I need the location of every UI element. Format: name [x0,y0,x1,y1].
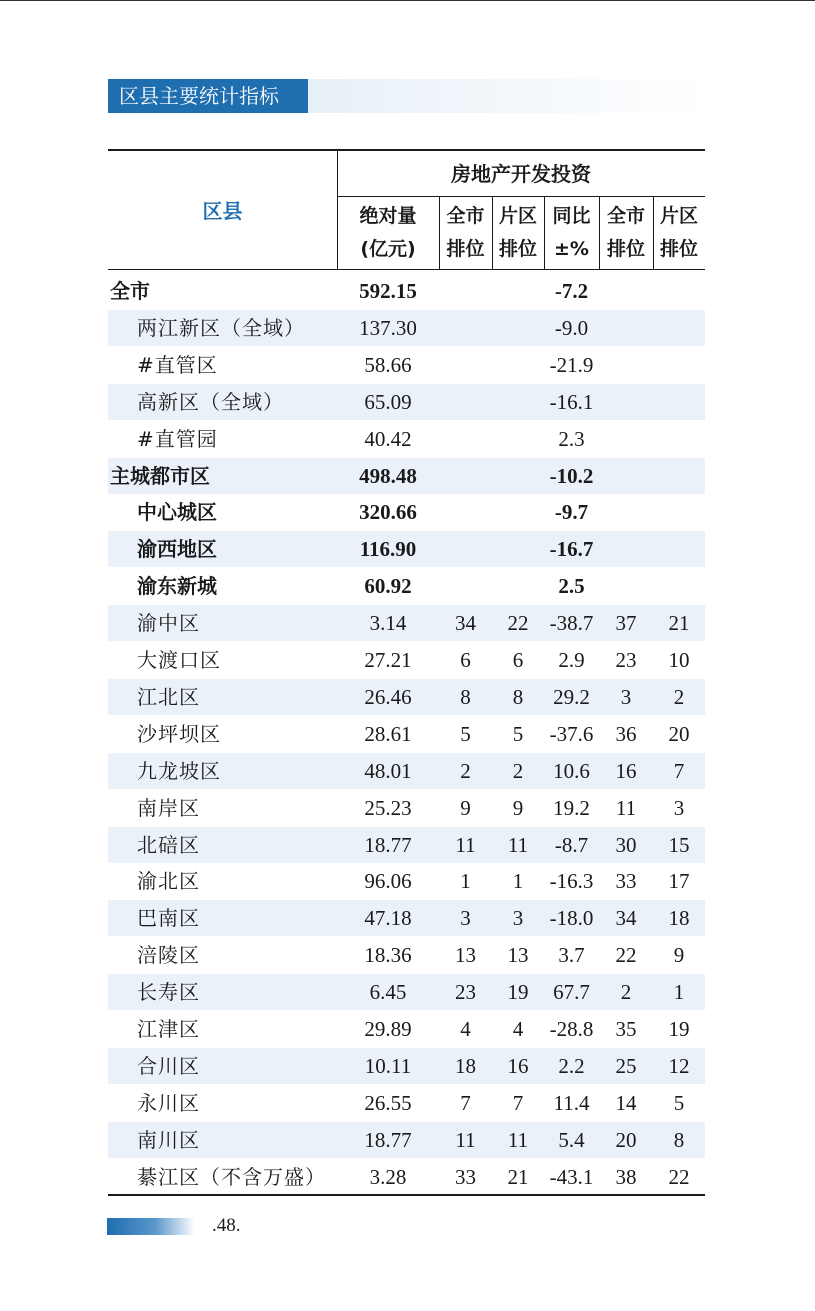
area-rank-cell: 11 [507,832,529,857]
area-rank-cell: 8 [512,684,524,709]
region-name-cell: 沙坪坝区 [137,721,221,746]
area-rank-cell: 19 [507,980,529,1005]
yoy-city-rank-cell: 25 [615,1053,637,1078]
abs-cell: 3.14 [369,611,407,636]
yoy-city-rank-cell: 22 [615,943,637,968]
region-name-cell: 永川区 [137,1090,200,1115]
yoy-area-rank-cell [653,421,705,457]
table-row [108,273,705,309]
yoy-cell: 11.4 [553,1090,590,1115]
area-rank-cell: 4 [512,1017,524,1041]
region-name-cell: 南岸区 [137,795,200,820]
yoy-cell: -9.0 [554,315,589,340]
section-title: 区县主要统计指标 [108,79,308,113]
abs-cell: 65.09 [364,389,412,414]
city-rank-cell [439,384,492,420]
region-name-cell: 江北区 [137,684,200,709]
yoy-area-rank-cell: 2 [673,684,685,709]
area-rank-cell [492,347,544,383]
yoy-city-rank-cell: 34 [615,906,637,931]
abs-cell: 320.66 [359,500,417,525]
abs-cell: 26.55 [364,1090,412,1115]
region-name-cell: 高新区（全域） [137,389,284,414]
city-rank-cell: 3 [460,906,471,931]
city-rank-cell: 11 [455,1127,476,1152]
investment-group-header: 房地产开发投资 [451,162,591,186]
yoy-area-rank-cell: 12 [668,1053,690,1078]
city-rank-cell: 34 [455,611,476,636]
yoy-area-rank-cell [653,568,705,604]
yoy-area-rank-cell: 9 [673,943,685,968]
table-row [108,1011,705,1047]
yoy-cell: 2.9 [558,648,585,672]
area-rank-cell [492,384,544,420]
yoy-area-rank-cell: 7 [673,758,685,783]
city-rank-cell: 4 [460,1017,471,1041]
city-rank-cell: 6 [460,648,471,672]
abs-cell: 498.48 [359,463,417,488]
table-row [108,347,705,383]
table-bottom-rule [108,1194,705,1196]
yoy-area-rank-cell: 15 [668,832,690,857]
area-rank-cell: 16 [507,1053,529,1078]
yoy-cell: -38.7 [549,611,594,636]
area-rank-cell: 11 [507,1127,529,1152]
table-row [108,1085,705,1121]
table-row [108,642,705,678]
abs-cell: 10.11 [364,1053,412,1078]
city-rank-cell [439,273,492,309]
city-rank-cell: 33 [455,1164,476,1189]
yoy-city-rank-cell [599,458,653,494]
yoy-area-rank-cell: 22 [668,1164,690,1189]
region-header: 区县 [202,198,243,223]
yoy-city-rank-cell: 2 [620,980,632,1005]
yoy-cell: -16.1 [549,389,594,414]
city-rank-cell [439,458,492,494]
column-header-city-rank: 全市 排位 [446,205,485,260]
abs-cell: 3.28 [369,1164,407,1189]
column-header-yoy: 同比 ±% [552,205,591,260]
yoy-area-rank-cell [653,347,705,383]
region-name-cell: 两江新区（全域） [137,315,305,340]
table-row [108,974,705,1010]
area-rank-cell: 6 [512,648,524,672]
yoy-area-rank-cell: 20 [668,721,690,746]
column-header-yoy-area-rank: 片区 排位 [659,205,698,260]
table-row [108,494,705,530]
city-rank-cell [439,421,492,457]
region-name-cell: 渝东新城 [137,574,217,599]
abs-cell: 6.45 [369,980,407,1005]
area-rank-cell [492,458,544,494]
table-row [108,937,705,973]
area-rank-cell [492,568,544,604]
abs-cell: 58.66 [364,352,412,377]
header-bottom-rule [108,269,705,270]
city-rank-cell: 8 [460,684,471,709]
yoy-area-rank-cell [653,531,705,567]
yoy-cell: -10.2 [549,463,594,488]
table-row [108,310,705,346]
yoy-city-rank-cell [599,310,653,346]
yoy-city-rank-cell: 23 [615,648,637,672]
yoy-cell: 3.7 [558,943,585,968]
city-rank-cell: 7 [460,1090,471,1115]
table-row [108,1159,705,1195]
area-rank-cell [492,531,544,567]
city-rank-cell: 2 [460,758,471,783]
city-rank-cell [439,347,492,383]
table-row [108,827,705,863]
table-row [108,458,705,494]
city-rank-cell: 23 [455,980,476,1005]
abs-cell: 96.06 [364,869,412,894]
yoy-cell: 29.2 [553,684,590,709]
table-row [108,900,705,936]
area-rank-cell: 13 [507,943,529,968]
column-header-absolute: 绝对量 (亿元) [359,205,417,260]
yoy-cell: 19.2 [553,795,590,820]
yoy-city-rank-cell [599,347,653,383]
yoy-area-rank-cell: 1 [673,980,685,1005]
yoy-cell: -21.9 [549,352,594,377]
region-name-cell: 渝中区 [137,611,200,636]
yoy-area-rank-cell: 17 [668,869,690,894]
yoy-city-rank-cell [599,273,653,309]
yoy-city-rank-cell: 20 [615,1127,637,1152]
abs-cell: 27.21 [364,648,412,672]
region-name-cell: 綦江区（不含万盛） [137,1164,326,1189]
region-name-cell: 全市 [110,279,150,303]
abs-cell: 47.18 [364,906,412,931]
area-rank-cell: 3 [512,906,524,931]
region-name-cell: 九龙坡区 [137,758,221,783]
yoy-cell: 2.2 [558,1053,585,1078]
yoy-area-rank-cell: 8 [673,1127,685,1152]
city-rank-cell: 11 [455,832,476,857]
yoy-cell: 67.7 [553,980,590,1005]
table-row [108,790,705,826]
yoy-city-rank-cell: 3 [620,684,632,709]
yoy-city-rank-cell: 35 [615,1017,637,1041]
yoy-city-rank-cell [599,421,653,457]
area-rank-cell: 9 [512,795,524,820]
abs-cell: 26.46 [364,684,412,709]
yoy-cell: -18.0 [549,906,594,931]
table-row [108,716,705,752]
yoy-city-rank-cell: 14 [615,1090,637,1115]
area-rank-cell: 21 [507,1164,529,1189]
area-rank-cell [492,494,544,530]
yoy-city-rank-cell: 36 [615,721,637,746]
city-rank-cell [439,568,492,604]
table-row [108,421,705,457]
table-row [108,531,705,567]
abs-cell: 116.90 [359,537,417,562]
yoy-area-rank-cell [653,384,705,420]
city-rank-cell [439,494,492,530]
region-name-cell: 渝西地区 [137,537,217,562]
yoy-cell: -43.1 [549,1164,594,1189]
yoy-area-rank-cell [653,273,705,309]
city-rank-cell: 5 [460,721,471,746]
footer-accent-bar [107,1218,195,1235]
yoy-city-rank-cell [599,384,653,420]
abs-cell: 25.23 [364,795,412,820]
yoy-city-rank-cell: 37 [615,611,637,636]
table-row [108,1048,705,1084]
section-banner [108,79,705,113]
yoy-cell: -9.7 [554,500,589,525]
yoy-cell: 10.6 [553,758,590,783]
region-name-cell: 中心城区 [137,500,217,525]
abs-cell: 48.01 [364,758,412,783]
abs-cell: 592.15 [359,279,417,303]
yoy-cell: -16.7 [549,537,594,562]
yoy-cell: -28.8 [549,1017,594,1041]
abs-cell: 28.61 [364,721,412,746]
abs-cell: 18.36 [364,943,412,968]
yoy-cell: -16.3 [549,869,594,894]
table-row [108,568,705,604]
area-rank-cell: 7 [512,1090,524,1115]
yoy-city-rank-cell [599,531,653,567]
table-row [108,863,705,899]
area-rank-cell [492,421,544,457]
yoy-cell: 5.4 [558,1127,585,1152]
yoy-area-rank-cell [653,458,705,494]
abs-cell: 18.77 [364,832,412,857]
region-name-cell: #直管区 [137,352,218,377]
region-name-cell: 主城都市区 [110,463,210,488]
yoy-cell: 2.5 [558,574,585,599]
yoy-area-rank-cell: 5 [673,1090,685,1115]
abs-cell: 40.42 [364,426,412,451]
area-rank-cell [492,310,544,346]
yoy-city-rank-cell: 33 [615,869,637,894]
area-rank-cell [492,273,544,309]
yoy-cell: -7.2 [554,279,589,303]
city-rank-cell: 18 [455,1053,476,1078]
city-rank-cell: 9 [460,795,471,820]
yoy-cell: -37.6 [549,721,594,746]
yoy-city-rank-cell [599,494,653,530]
region-name-cell: 南川区 [137,1127,200,1152]
area-rank-cell: 22 [507,611,529,636]
yoy-cell: 2.3 [558,426,585,451]
table-row [108,753,705,789]
region-name-cell: 江津区 [137,1017,200,1041]
yoy-cell: -8.7 [554,832,589,857]
area-rank-cell: 1 [512,869,524,894]
yoy-area-rank-cell: 18 [668,906,690,931]
region-name-cell: 巴南区 [137,906,200,931]
yoy-city-rank-cell: 11 [615,795,637,820]
abs-cell: 29.89 [364,1017,412,1041]
top-rule [0,0,815,1]
column-header-yoy-city-rank: 全市 排位 [606,205,645,260]
city-rank-cell [439,531,492,567]
region-name-cell: 涪陵区 [137,943,200,968]
region-name-cell: 大渡口区 [137,648,221,672]
city-rank-cell [439,310,492,346]
yoy-city-rank-cell: 38 [615,1164,637,1189]
yoy-city-rank-cell: 16 [615,758,637,783]
yoy-area-rank-cell: 21 [668,611,690,636]
region-name-cell: 渝北区 [137,869,200,894]
city-rank-cell: 13 [455,943,476,968]
region-name-cell: 合川区 [137,1053,200,1078]
region-name-cell: 长寿区 [137,980,200,1005]
table-row [108,384,705,420]
table-row [108,1122,705,1158]
yoy-area-rank-cell [653,310,705,346]
region-name-cell: 北碚区 [137,832,200,857]
column-header-area-rank: 片区 排位 [498,205,537,260]
abs-cell: 60.92 [364,574,412,599]
yoy-city-rank-cell [599,568,653,604]
city-rank-cell: 1 [460,869,471,894]
yoy-area-rank-cell: 10 [668,648,690,672]
abs-cell: 137.30 [359,315,417,340]
page-number: .48. [212,1215,241,1236]
yoy-city-rank-cell: 30 [615,832,637,857]
table-row [108,605,705,641]
yoy-area-rank-cell: 19 [668,1017,690,1041]
abs-cell: 18.77 [364,1127,412,1152]
yoy-area-rank-cell [653,494,705,530]
area-rank-cell: 2 [512,758,524,783]
yoy-area-rank-cell: 3 [673,795,685,820]
table-row [108,679,705,715]
region-name-cell: #直管园 [137,426,218,451]
area-rank-cell: 5 [512,721,524,746]
